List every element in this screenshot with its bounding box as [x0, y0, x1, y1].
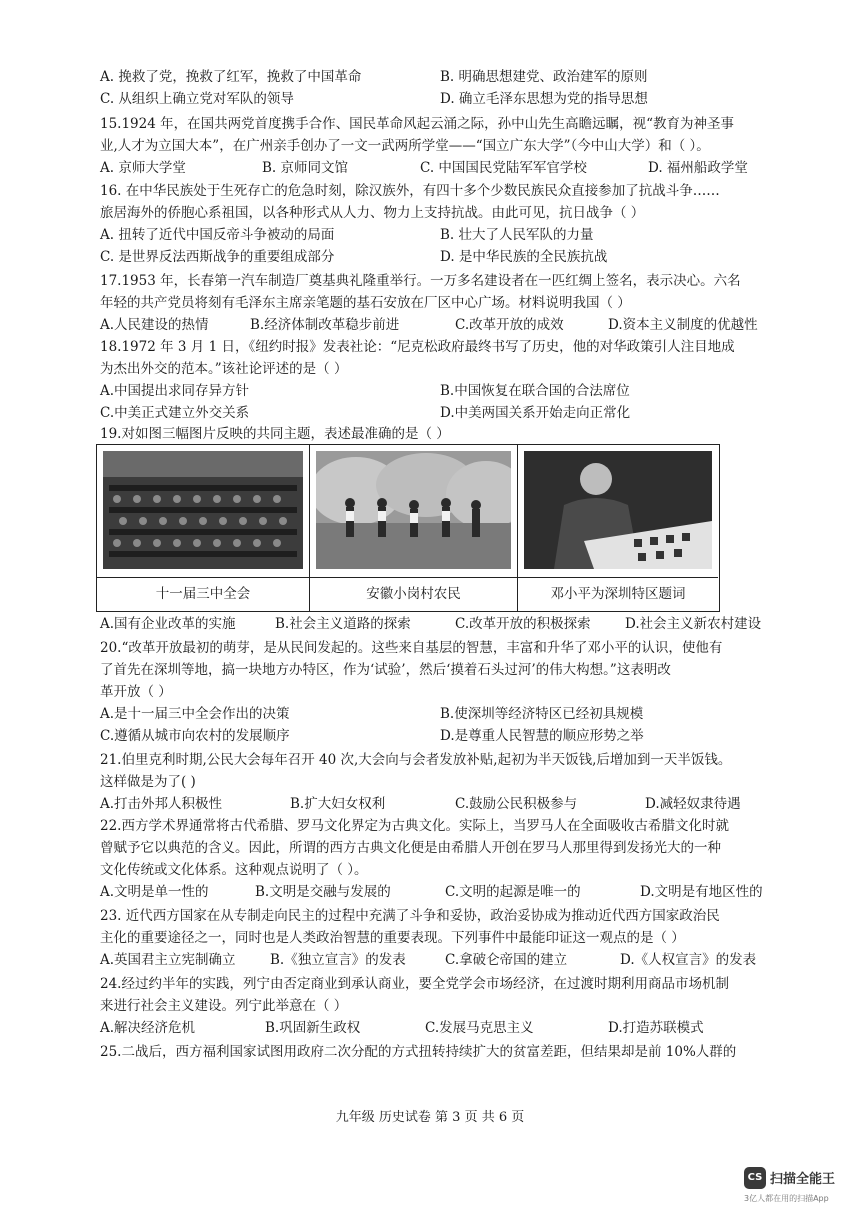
q15-stem-line2: 业,人才为立国大本”，在广州亲手创办了一文一武两所学堂——“国立广东大学”（今中山大学）和（ ）。	[100, 138, 710, 154]
q22-option-a: A.文明是单一性的	[100, 884, 209, 900]
q21-option-a: A.打击外邦人积极性	[100, 796, 223, 812]
watermark-tagline: 3亿人都在用的扫描App	[744, 1194, 829, 1203]
q18-option-d: D.中美两国关系开始走向正常化	[440, 405, 631, 421]
q14-option-b: B. 明确思想建党、政治建军的原则	[440, 69, 648, 85]
q17-stem-line1: 17.1953 年，长春第一汽车制造厂奠基典礼隆重举行。一万多名建设者在一匹红绸上签名，表示决心。六名	[100, 273, 741, 289]
scanner-watermark	[744, 1165, 844, 1209]
q16-option-d: D. 是中华民族的全民族抗战	[440, 249, 608, 265]
q16-option-c: C. 是世界反法西斯战争的重要组成部分	[100, 249, 335, 265]
q16-stem-line1: 16. 在中华民族处于生死存亡的危急时刻，除汉族外，有四十多个少数民族民众直接参加了抗战斗争……	[100, 183, 720, 199]
q21-stem-line1: 21.伯里克利时期,公民大会每年召开 40 次,大会向与会者发放补贴,起初为半天饭钱,后增加到一天半饭钱。	[100, 752, 732, 768]
q24-stem-line2: 来进行社会主义建设。列宁此举意在（ ）	[100, 998, 348, 1014]
q20-option-a: A.是十一届三中全会作出的决策	[100, 706, 290, 722]
q15-option-a: A. 京师大学堂	[100, 160, 186, 176]
q15-option-c: C. 中国国民党陆军军官学校	[420, 160, 587, 176]
q14-option-c: C. 从组织上确立党对军队的领导	[100, 91, 294, 107]
q18-stem-line2: 为杰出外交的范本。”该社论评述的是（ ）	[100, 361, 348, 377]
q21-option-b: B.扩大妇女权利	[290, 796, 386, 812]
q14-option-a: A. 挽救了党，挽救了红军，挽救了中国革命	[100, 69, 362, 85]
q24-option-a: A.解决经济危机	[100, 1020, 196, 1036]
q23-stem-line1: 23. 近代西方国家在从专制走向民主的过程中充满了斗争和妥协，政治妥协成为推动近代西方国家政治民	[100, 908, 720, 924]
q16-stem-line2: 旅居海外的侨胞心系祖国，以各种形式从人力、物力上支持抗战。由此可见，抗日战争（ ）	[100, 205, 645, 221]
q15-option-b: B. 京师同文馆	[262, 160, 349, 176]
q18-option-b: B.中国恢复在联合国的合法席位	[440, 383, 630, 399]
q20-option-d: D.是尊重人民智慧的顺应形势之举	[440, 728, 644, 744]
q19-option-c: C.改革开放的积极探索	[455, 616, 591, 632]
camscanner-logo-icon: CS	[744, 1167, 766, 1189]
q16-option-a: A. 扭转了近代中国反帝斗争被动的局面	[100, 227, 335, 243]
q22-option-b: B.文明是交融与发展的	[255, 884, 391, 900]
q21-stem-line2: 这样做是为了( )	[100, 774, 196, 790]
xiaogang-farmers-photo	[316, 451, 511, 569]
third-plenum-photo	[103, 451, 303, 569]
q23-option-c: C.拿破仑帝国的建立	[445, 952, 568, 968]
q24-option-b: B.巩固新生政权	[265, 1020, 361, 1036]
q15-stem-line1: 15.1924 年，在国共两党首度携手合作、国民革命风起云涌之际，孙中山先生高瞻远瞩，视“教育为神圣事	[100, 116, 735, 132]
q24-option-c: C.发展马克思主义	[425, 1020, 534, 1036]
q18-stem-line1: 18.1972 年 3 月 1 日，《纽约时报》发表社论：“尼克松政府最终书写了历史，他的对华政策引人注目地成	[100, 339, 735, 355]
q25-stem-line1: 25.二战后，西方福利国家试图用政府二次分配的方式扭转持续扩大的贫富差距，但结果却是前 10%人群的	[100, 1044, 737, 1060]
q22-option-c: C.文明的起源是唯一的	[445, 884, 581, 900]
q19-picture-cell-2	[310, 445, 518, 611]
q14-option-d: D. 确立毛泽东思想为党的指导思想	[440, 91, 648, 107]
deng-inscription-photo	[524, 451, 712, 569]
q19-caption-3: 邓小平为深圳特区题词	[518, 577, 718, 612]
q19-option-b: B.社会主义道路的探索	[275, 616, 411, 632]
q22-stem-line3: 文化传统或文化体系。这种观点说明了（ ）。	[100, 862, 368, 878]
q24-option-d: D.打造苏联模式	[608, 1020, 704, 1036]
q17-option-d: D.资本主义制度的优越性	[608, 317, 758, 333]
q15-option-d: D. 福州船政学堂	[648, 160, 748, 176]
q21-option-c: C.鼓励公民积极参与	[455, 796, 578, 812]
q23-option-a: A.英国君主立宪制确立	[100, 952, 236, 968]
q23-stem-line2: 主化的重要途径之一，同时也是人类政治智慧的重要表现。下列事件中最能印证这一观点的是（ ）	[100, 930, 685, 946]
q20-stem-line1: 20.“改革开放最初的萌芽，是从民间发起的。这些来自基层的智慧，丰富和升华了邓小平的认识，使他有	[100, 640, 723, 656]
page-footer: 九年级 历史试卷 第 3 页 共 6 页	[335, 1110, 525, 1125]
q16-option-b: B. 壮大了人民军队的力量	[440, 227, 594, 243]
q19-stem-line1: 19.对如图三幅图片反映的共同主题，表述最准确的是（ ）	[100, 426, 450, 442]
q19-picture-cell-3	[518, 445, 718, 611]
q20-stem-line2: 了首先在深圳等地，搞一块地方办特区，作为‘试验’，然后‘摸着石头过河’的伟大构想。”这表明改	[100, 662, 671, 678]
q19-caption-1: 十一届三中全会	[97, 577, 309, 612]
q18-option-c: C.中美正式建立外交关系	[100, 405, 250, 421]
q21-option-d: D.减轻奴隶待遇	[645, 796, 741, 812]
q18-option-a: A.中国提出求同存异方针	[100, 383, 250, 399]
q19-caption-2: 安徽小岗村农民	[310, 577, 517, 612]
q17-option-c: C.改革开放的成效	[455, 317, 564, 333]
q23-option-b: B.《独立宣言》的发表	[270, 952, 406, 968]
q19-option-a: A.国有企业改革的实施	[100, 616, 236, 632]
q22-option-d: D.文明是有地区性的	[640, 884, 763, 900]
q19-picture-table	[96, 444, 720, 612]
q17-option-b: B.经济体制改革稳步前进	[250, 317, 400, 333]
q24-stem-line1: 24.经过约半年的实践，列宁由否定商业到承认商业，要全党学会市场经济，在过渡时期利用商品市场机制	[100, 976, 729, 992]
q23-option-d: D.《人权宣言》的发表	[620, 952, 757, 968]
q19-picture-cell-1	[97, 445, 310, 611]
watermark-brand-name: 扫描全能王	[770, 1172, 836, 1187]
q20-option-b: B.使深圳等经济特区已经初具规模	[440, 706, 644, 722]
q22-stem-line1: 22.西方学术界通常将古代希腊、罗马文化界定为古典文化。实际上，当罗马人在全面吸收古希腊文化时就	[100, 818, 729, 834]
q20-option-c: C.遵循从城市向农村的发展顺序	[100, 728, 290, 744]
q17-stem-line2: 年轻的共产党员将刻有毛泽东主席亲笔题的基石安放在厂区中心广场。材料说明我国（ ）	[100, 295, 631, 311]
q20-stem-line3: 革开放（ ）	[100, 684, 172, 700]
q22-stem-line2: 曾赋予它以典范的含义。因此，所谓的西方古典文化便是由希腊人开创在罗马人那里得到发扬光大的一种	[100, 840, 721, 856]
q17-option-a: A.人民建设的热情	[100, 317, 209, 333]
q19-option-d: D.社会主义新农村建设	[625, 616, 762, 632]
